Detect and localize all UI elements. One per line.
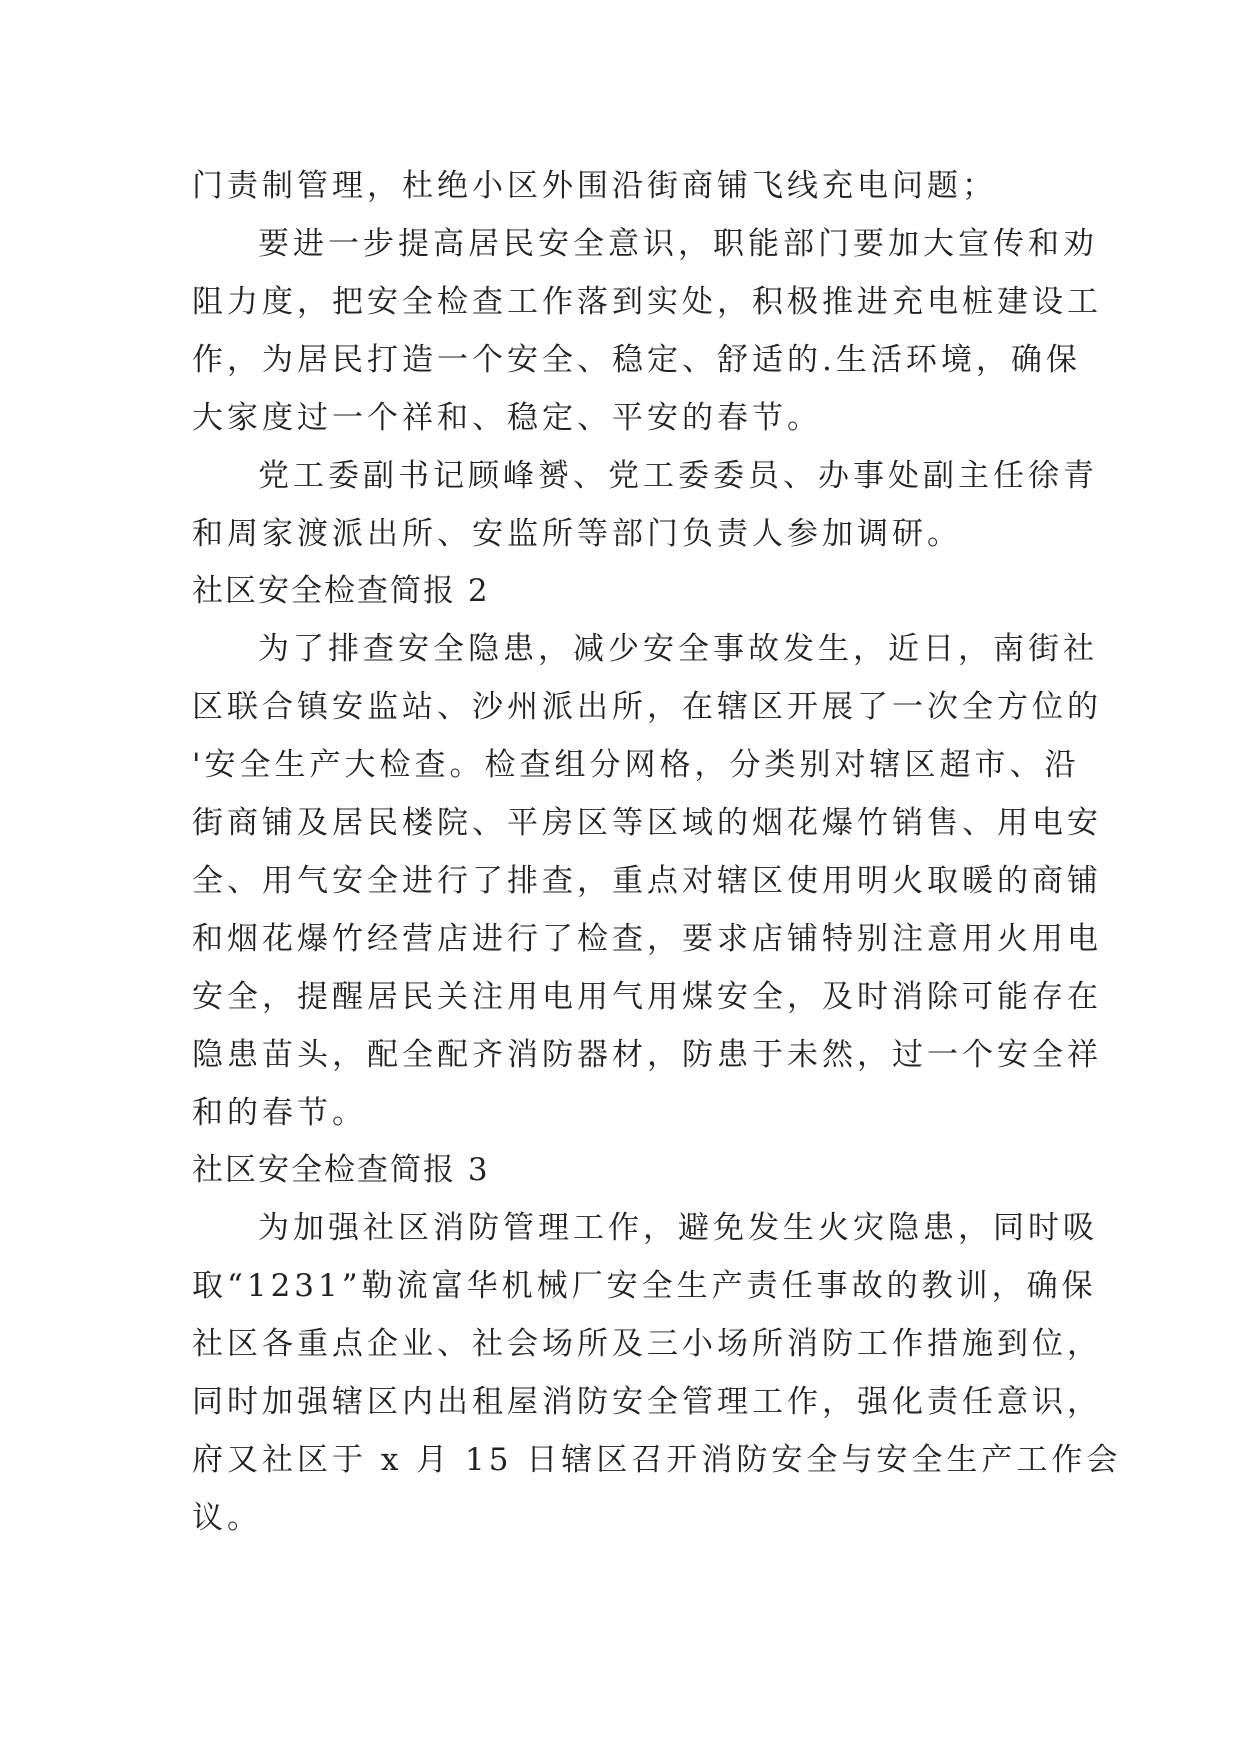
text-line: 全、用气安全进行了排查，重点对辖区使用明火取暖的商铺 (192, 863, 1102, 899)
text-line: 隐患苗头，配全配齐消防器材，防患于未然，过一个安全祥 (192, 1037, 1102, 1073)
text-line: '安全生产大检查。检查组分网格，分类别对辖区超市、沿 (192, 747, 1080, 783)
text-line: 议。 (192, 1500, 262, 1536)
section-heading-2: 社区安全检查简报 2 (192, 573, 490, 609)
text-line: 要进一步提高居民安全意识，职能部门要加大宣传和劝 (258, 226, 1098, 262)
text-line: 为了排查安全隐患，减少安全事故发生，近日，南街社 (258, 631, 1098, 667)
text-line: 取“1231”勒流富华机械厂安全生产责任事故的教训，确保 (192, 1268, 1097, 1304)
text-line: 为加强社区消防管理工作，避免发生火灾隐患，同时吸 (258, 1210, 1098, 1246)
paragraph-participants (192, 447, 1098, 563)
text-line: 区联合镇安监站、沙州派出所，在辖区开展了一次全方位的 (192, 689, 1102, 725)
text-line: 和的春节。 (192, 1095, 367, 1131)
text-line: 和周家渡派出所、安监所等部门负责人参加调研。 (192, 516, 962, 552)
text-line: 党工委副书记顾峰赟、党工委委员、办事处副主任徐青 (258, 458, 1098, 494)
text-line: 和烟花爆竹经营店进行了检查，要求店铺特别注意用火用电 (192, 921, 1102, 957)
text-line: 街商铺及居民楼院、平房区等区域的烟花爆竹销售、用电安 (192, 805, 1102, 841)
paragraph-safety-awareness (192, 215, 1102, 447)
text-line: 大家度过一个祥和、稳定、平安的春节。 (192, 400, 822, 436)
document-body (192, 157, 1122, 1547)
section-heading-3: 社区安全检查简报 3 (192, 1152, 490, 1188)
text-line: 社区各重点企业、社会场所及三小场所消防工作措施到位， (192, 1326, 1102, 1362)
paragraph-continuation (192, 157, 1050, 215)
text-line: 安全，提醒居民关注用电用气用煤安全，及时消除可能存在 (192, 979, 1102, 1015)
text-line: 同时加强辖区内出租屋消防安全管理工作，强化责任意识， (192, 1384, 1102, 1420)
text-line: 府又社区于 x 月 15 日辖区召开消防安全与安全生产工作会 (192, 1442, 1122, 1478)
text-line: 作，为居民打造一个安全、稳定、舒适的.生活环境，确保 (192, 342, 1081, 378)
paragraph-report-3 (192, 1199, 1122, 1547)
text-line: 阻力度，把安全检查工作落到实处，积极推进充电桩建设工 (192, 284, 1102, 320)
paragraph-report-2 (192, 620, 1102, 1142)
text-line: 门责制管理，杜绝小区外围沿街商铺飞线充电问题； (192, 168, 997, 204)
